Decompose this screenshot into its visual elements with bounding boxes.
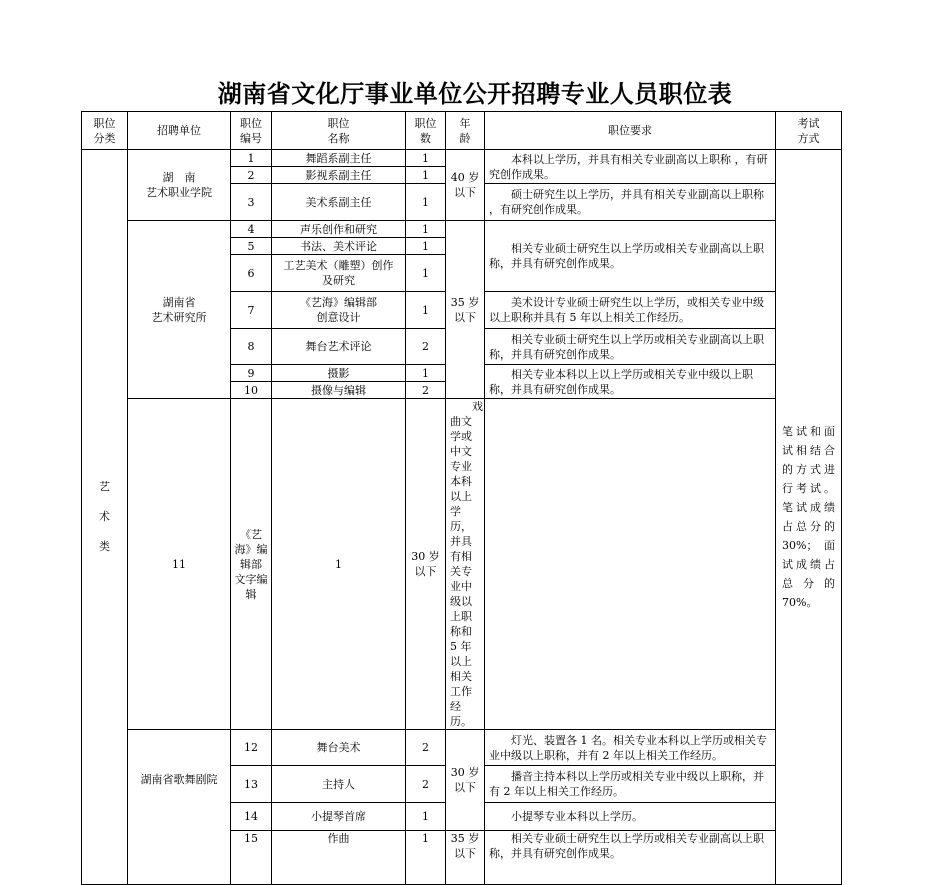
code-cell: 1	[231, 150, 272, 167]
unit-cell: 湖 南 艺术职业学院	[128, 150, 231, 221]
count-cell: 1	[406, 292, 446, 329]
count-cell: 1	[406, 167, 446, 184]
count-cell: 2	[406, 382, 446, 399]
name-cell: 舞台美术	[272, 730, 406, 766]
count-cell: 1	[406, 803, 446, 831]
count-cell: 1	[406, 831, 446, 885]
requirement-cell: 硕士研究生以上学历，并具有相关专业副高以上职称 ，有研究创作成果。	[485, 184, 776, 221]
requirement-cell: 小提琴专业本科以上学历。	[485, 803, 776, 831]
count-cell: 2	[406, 730, 446, 766]
header-code: 职位 编号	[231, 112, 272, 150]
name-cell: 书法、美术评论	[272, 238, 406, 255]
count-cell: 1	[406, 255, 446, 292]
code-cell: 15	[231, 831, 272, 885]
name-cell: 《艺海》编辑部 文字编辑	[231, 399, 272, 730]
header-row	[82, 112, 842, 150]
age-cell: 30 岁 以下	[406, 399, 446, 730]
name-cell: 舞蹈系副主任	[272, 150, 406, 167]
table-row	[82, 730, 842, 766]
code-cell: 3	[231, 184, 272, 221]
table-row	[82, 150, 842, 167]
age-cell: 40 岁 以下	[446, 150, 485, 221]
code-cell: 7	[231, 292, 272, 329]
requirement-cell: 本科以上学历，并具有相关专业副高以上职称 ，有研究创作成果。	[485, 150, 776, 184]
age-cell: 35 岁 以下	[446, 221, 485, 399]
code-cell: 10	[231, 382, 272, 399]
code-cell: 2	[231, 167, 272, 184]
name-cell: 摄影	[272, 365, 406, 382]
code-cell: 6	[231, 255, 272, 292]
name-cell: 声乐创作和研究	[272, 221, 406, 238]
age-cell: 30 岁 以下	[446, 730, 485, 831]
name-cell: 舞台艺术评论	[272, 329, 406, 365]
requirement-cell: 相关专业硕士研究生以上学历或相关专业副高以上职称，并具有研究创作成果。	[485, 221, 776, 292]
code-cell: 13	[231, 766, 272, 803]
count-cell: 1	[406, 150, 446, 167]
name-cell: 主持人	[272, 766, 406, 803]
name-cell: 作曲	[272, 831, 406, 885]
code-cell: 8	[231, 329, 272, 365]
count-cell: 1	[406, 365, 446, 382]
requirement-cell: 相关专业硕士研究生以上学历或相关专业副高以上职称，并具有研究创作成果。	[485, 329, 776, 365]
requirement-cell: 美术设计专业硕士研究生以上学历，或相关专业中级以上职称并具有 5 年以上相关工作经历。	[485, 292, 776, 329]
header-category: 职位 分类	[82, 112, 128, 150]
code-cell: 11	[128, 399, 231, 730]
count-cell: 2	[406, 329, 446, 365]
requirement-cell: 播音主持本科以上学历或相关专业中级以上职称，并有 2 年以上相关工作经历。	[485, 766, 776, 803]
name-cell: 小提琴首席	[272, 803, 406, 831]
table-row	[82, 221, 842, 238]
requirement-cell: 戏曲文学或中文专业本科以上学历，并具有相关专业中级以上职称和 5 年以上相关工作经历。	[446, 399, 485, 730]
age-cell: 35 岁 以下	[446, 831, 485, 885]
count-cell: 1	[272, 399, 406, 730]
header-count: 职位 数	[406, 112, 446, 150]
position-table	[81, 111, 842, 885]
code-cell: 5	[231, 238, 272, 255]
code-cell: 14	[231, 803, 272, 831]
category-cell: 艺 术 类	[82, 150, 128, 885]
header-exam: 考试 方式	[776, 112, 842, 150]
header-age: 年 龄	[446, 112, 485, 150]
name-cell: 工艺美术（雕塑）创作 及研究	[272, 255, 406, 292]
name-cell: 《艺海》编辑部 创意设计	[272, 292, 406, 329]
name-cell: 影视系副主任	[272, 167, 406, 184]
page-title: 湖南省文化厅事业单位公开招聘专业人员职位表	[217, 80, 733, 108]
header-unit: 招聘单位	[128, 112, 231, 150]
count-cell: 1	[406, 238, 446, 255]
exam-method-cell: 笔试和面试相结合的方式进行考试。笔试成绩占总分的30%；面试成绩占总分的70%。	[776, 150, 842, 885]
unit-cell: 湖南省 艺术研究所	[128, 221, 231, 399]
unit-cell: 湖南省歌舞剧院	[128, 730, 231, 885]
code-cell: 4	[231, 221, 272, 238]
code-cell: 12	[231, 730, 272, 766]
name-cell: 美术系副主任	[272, 184, 406, 221]
requirement-cell: 相关专业本科以上以上学历或相关专业中级以上职称，并具有研究创作成果。	[485, 365, 776, 399]
count-cell: 2	[406, 766, 446, 803]
requirement-cell: 灯光、装置各 1 名。相关专业本科以上学历或相关专业中级以上职称，并有 2 年以上相关工作经历。	[485, 730, 776, 766]
count-cell: 1	[406, 221, 446, 238]
count-cell: 1	[406, 184, 446, 221]
table-row	[82, 399, 842, 730]
name-cell: 摄像与编辑	[272, 382, 406, 399]
requirement-cell: 相关专业硕士研究生以上学历或相关专业副高以上职称，并具有研究创作成果。	[485, 831, 776, 885]
code-cell: 9	[231, 365, 272, 382]
header-requirement: 职位要求	[485, 112, 776, 150]
header-name: 职位 名称	[272, 112, 406, 150]
